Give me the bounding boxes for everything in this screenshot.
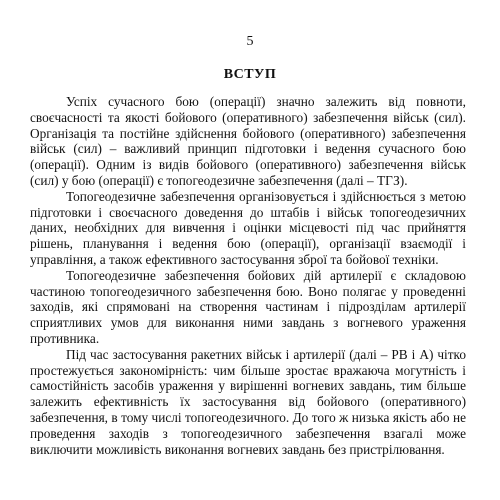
paragraph-2: Топогеодезичне забезпечення організовується і здійснюється з метою підготовки і своєчасного доведення до штабів і військ топогеодезичних даних, необхідних для вивчення і оцінки місцевості під час прийняття рішень, планування і ведення бою (операції), організації взаємодії і управління, а також ефективного застосування зброї та бойової техніки. [30, 188, 466, 267]
page-number: 5 [246, 34, 254, 49]
paragraph-3: Топогеодезичне забезпечення бойових дій артилерії є складовою частиною топогеодезичного забезпечення бою. Воно полягає у проведенні заходів, які спрямовані на створення частинам і підрозділам артилерії сприятливих умов для виконання ними завдань з вогневого ураження противника. [30, 267, 466, 346]
paragraph-1: Успіх сучасного бою (операції) значно залежить від повноти, своєчасності та якості бойового (оперативного) забезпечення військ (сил). Організація та постійне здійснення бойового (оперативного) забезпечення військ (сил) – важливий принцип підготовки і ведення сучасного бою (операції). Одним із видів бойового (оперативного) забезпечення військ (сил) у бою (операції) є топогеодезичне забезпечення (далі – ТГЗ). [30, 94, 466, 188]
body-text [30, 94, 466, 457]
paragraph-4: Під час застосування ракетних військ і артилерії (далі – РВ і А) чітко простежується закономірність: чим більше зростає вражаюча могутність і самостійність засобів ураження у вирішенні вогневих завдань, тим більше залежить ефективність їх застосування від бойового (оперативного) забезпечення, в тому числі топогеодезичного. До того ж низька якість або не проведення заходів з топогеодезичного забезпечення взагалі може виключити можливість виконання вогневих завдань без пристрілювання. [30, 346, 466, 457]
section-title: ВСТУП [223, 67, 277, 82]
